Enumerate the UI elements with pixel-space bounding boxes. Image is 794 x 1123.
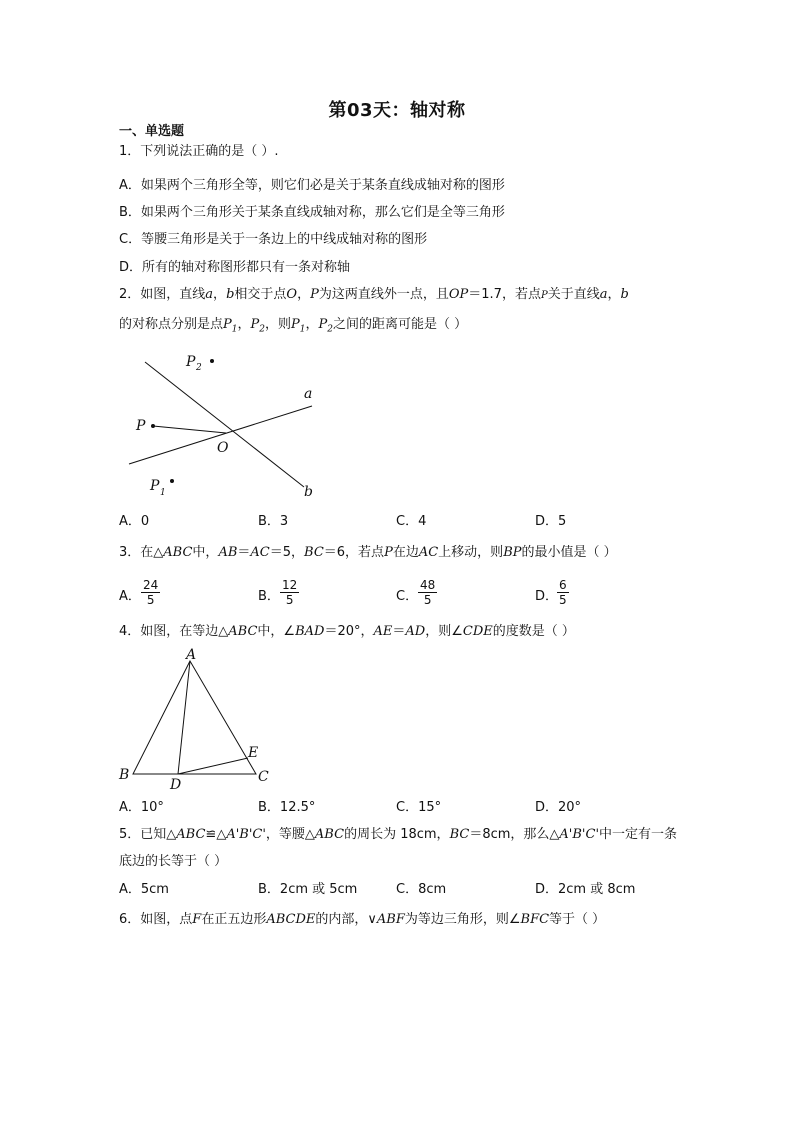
var-abcde: ABCDE: [266, 912, 316, 927]
q3-stem: [119, 544, 617, 562]
text: 的度数是（ ）: [492, 624, 575, 639]
q3-option-a-label: A．: [119, 589, 141, 604]
q4-stem: [119, 623, 575, 641]
label-b: b: [304, 484, 313, 500]
var-bc: BC: [449, 827, 470, 842]
text: 的对称点分别是点: [119, 317, 224, 332]
denominator: 5: [423, 593, 432, 607]
text: ，: [607, 287, 621, 302]
q4-option-c: C．15°: [396, 800, 442, 815]
text: 中一定有一条: [599, 827, 678, 842]
q4-option-a: A．10°: [119, 800, 164, 815]
denominator: 5: [559, 593, 567, 607]
var-p: P: [310, 287, 319, 302]
q2-option-d: D．5: [535, 514, 567, 529]
text: ，等腰△: [265, 827, 315, 842]
triangle-abc: [133, 661, 259, 774]
label-a: a: [304, 386, 313, 402]
q4-option-d: D．20°: [535, 800, 582, 815]
text: ＝1.7，若点: [468, 287, 541, 302]
label-p2: P: [186, 354, 196, 370]
text: 在正五边形: [201, 912, 267, 927]
text: 等于（ ）: [549, 912, 606, 927]
label-p: P: [136, 418, 146, 434]
q5-stem-line1: [119, 826, 677, 844]
label-p2-sub: 2: [196, 363, 202, 373]
denominator: 5: [146, 593, 155, 607]
label-o: O: [217, 440, 229, 456]
var-abf: ABF: [376, 912, 405, 927]
label-D: D: [170, 777, 182, 793]
q1-option-c: C．等腰三角形是关于一条边上的中线成轴对称的图形: [119, 232, 428, 247]
text: 4．如图，在等边△: [119, 624, 229, 639]
text: 的周长为 18cm，: [344, 827, 450, 842]
var-o: O: [286, 287, 298, 302]
var-f: F: [192, 912, 202, 927]
text: ＝6，若点: [323, 545, 385, 560]
segment-de: [178, 758, 248, 774]
var-a1b1c1: A'B'C': [226, 827, 266, 842]
q1-option-b: B．如果两个三角形关于某条直线成轴对称，那么它们是全等三角形: [119, 205, 505, 220]
q3-option-b-fraction: [280, 578, 299, 607]
text: 相交于点: [234, 287, 287, 302]
text: ，则: [265, 317, 292, 332]
label-E: E: [248, 745, 259, 761]
text: 5．已知△: [119, 827, 177, 842]
point-p1: [170, 479, 174, 483]
text: 2．如图，直线: [119, 287, 206, 302]
var-ae: AE: [373, 624, 393, 639]
var-p2: P: [250, 317, 260, 332]
label-p1-sub: 1: [160, 488, 166, 498]
text: 之间的距离可能是（ ）: [333, 317, 468, 332]
var-p2: P: [318, 317, 328, 332]
numerator: 12: [282, 578, 298, 592]
text: 在边: [392, 545, 419, 560]
subscript: 1: [299, 324, 306, 335]
text: 的内部，∨: [315, 912, 377, 927]
q5-option-c: C．8cm: [396, 882, 447, 897]
var-bp: BP: [503, 545, 522, 560]
text: ，: [305, 317, 319, 332]
q1-option-a: A．如果两个三角形全等，则它们必是关于某条直线成轴对称的图形: [119, 178, 505, 193]
var-cde: CDE: [462, 624, 493, 639]
q5-option-a: A．5cm: [119, 882, 169, 897]
text: ＝: [237, 545, 251, 560]
label-A: A: [186, 647, 197, 663]
text: ，则∠: [425, 624, 463, 639]
var-ab: AB: [218, 545, 238, 560]
var-p: P: [384, 545, 393, 560]
text: ，: [297, 287, 311, 302]
q3-option-d-fraction: [557, 578, 569, 607]
q3-option-c-fraction: [418, 578, 437, 607]
text: 为等边三角形，则∠: [404, 912, 521, 927]
numerator: 24: [143, 578, 159, 592]
denominator: 5: [285, 593, 294, 607]
var-bfc: BFC: [520, 912, 550, 927]
q4-option-b: B．12.5°: [258, 800, 316, 815]
var-op: OP: [448, 287, 469, 302]
text: 关于直线: [547, 287, 600, 302]
text: ＝8cm，那么△: [469, 827, 560, 842]
var-p1: P: [291, 317, 300, 332]
subscript: 2: [327, 324, 333, 335]
text: 6．如图，点: [119, 912, 193, 927]
label-C: C: [258, 769, 269, 785]
subscript: 1: [231, 324, 238, 335]
q2-option-b: B．3: [258, 514, 289, 529]
var-abc: ABC: [176, 827, 206, 842]
section-heading: 一、单选题: [119, 124, 185, 139]
numerator: 48: [420, 578, 436, 592]
text: ，: [237, 317, 251, 332]
var-abc: ABC: [314, 827, 345, 842]
subscript: 2: [259, 324, 265, 335]
var-a: a: [205, 287, 214, 302]
q3-option-d-label: D．: [535, 589, 559, 604]
var-a1b1c1: A'B'C': [559, 827, 600, 842]
text: ≌△: [205, 827, 227, 842]
q5-option-b: B．2cm 或 5cm: [258, 882, 358, 897]
point-p: [151, 424, 155, 428]
numerator: 6: [559, 578, 567, 592]
q3-option-b-label: B．: [258, 589, 280, 604]
label-B: B: [119, 767, 130, 783]
var-abc: ABC: [163, 545, 193, 560]
text: ＝5，: [269, 545, 305, 560]
point-p2: [210, 359, 214, 363]
text: ＝20°，: [324, 624, 374, 639]
q1-stem: 1．下列说法正确的是（ ）.: [119, 144, 279, 159]
q6-stem: [119, 911, 605, 929]
var-a: a: [599, 287, 608, 302]
text: 为这两直线外一点，且: [318, 287, 449, 302]
q3-option-a-fraction: [141, 578, 160, 607]
segment-ad: [178, 661, 190, 774]
q1-option-d: D．所有的轴对称图形都只有一条对称轴: [119, 260, 351, 275]
var-ac: AC: [250, 545, 270, 560]
page-title: 第03天：轴对称: [328, 100, 466, 121]
text: 中，∠: [257, 624, 296, 639]
var-bad: BAD: [295, 624, 325, 639]
var-ac: AC: [418, 545, 439, 560]
text: 的最小值是（ ）: [521, 545, 617, 560]
line-b: [145, 362, 304, 487]
var-b: b: [620, 287, 629, 302]
q5-stem-line2: 底边的长等于（ ）: [119, 854, 228, 869]
var-bc: BC: [304, 545, 324, 560]
label-p1: P: [150, 478, 160, 494]
var-abc: ABC: [228, 624, 258, 639]
q2-option-a: A．0: [119, 514, 150, 529]
text: ＝: [392, 624, 406, 639]
var-ad: AD: [405, 624, 426, 639]
q5-option-d: D．2cm 或 8cm: [535, 882, 636, 897]
text: ，: [213, 287, 227, 302]
var-b: b: [226, 287, 235, 302]
segment-po: [153, 426, 226, 433]
text: 中，: [192, 545, 219, 560]
text: 上移动，则: [438, 545, 504, 560]
q3-option-c-label: C．: [396, 589, 419, 604]
q2-option-c: C．4: [396, 514, 427, 529]
var-p: P: [540, 290, 548, 301]
text: 3．在△: [119, 545, 164, 560]
var-p1: P: [223, 317, 232, 332]
